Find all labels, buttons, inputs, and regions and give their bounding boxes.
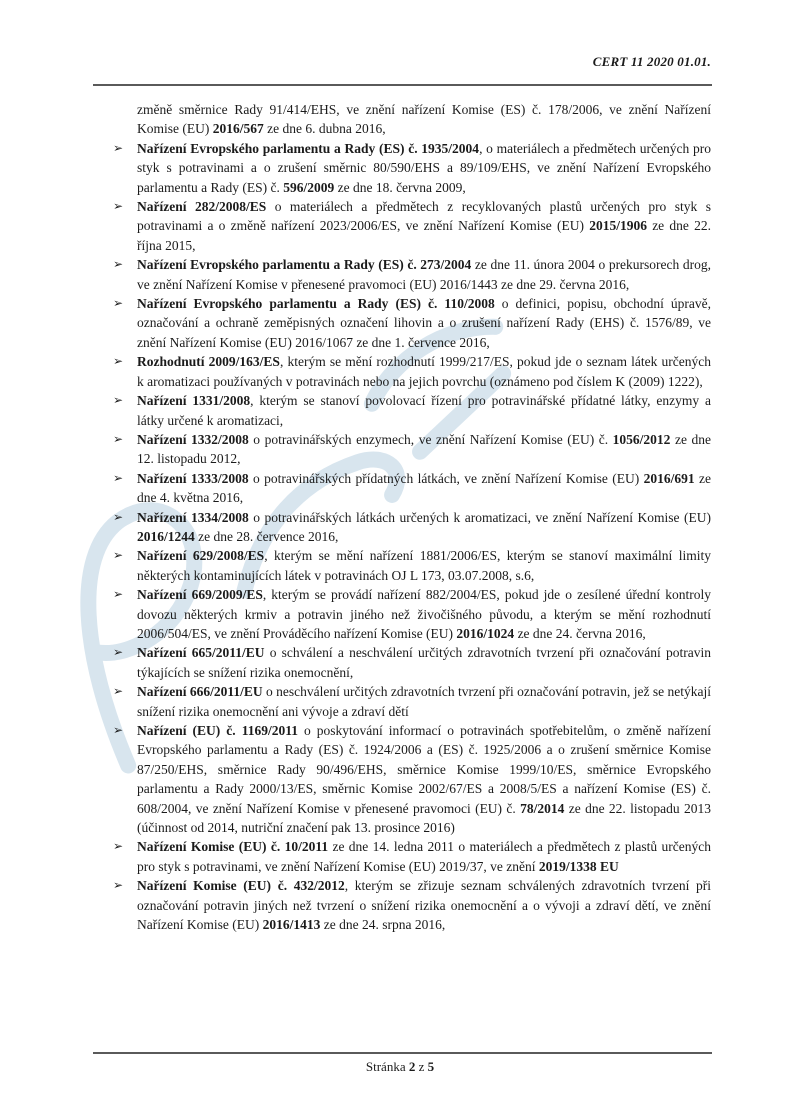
regulation-list — [95, 139, 711, 935]
arrow-bullet-icon: ➢ — [113, 354, 124, 369]
item-text: Nařízení 1332/2008 o potravinářských enzymech, ve znění Nařízení Komise (EU) č. 1056/2012 ze dne 12. listopadu 2012, — [137, 431, 711, 467]
item-text: Nařízení 1333/2008 o potravinářských přídatných látkách, ve znění Nařízení Komise (EU) 2016/691 ze dne 4. května 2016, — [137, 470, 711, 506]
item-text: Nařízení Evropského parlamentu a Rady (ES) č. 110/2008 o definici, popisu, obchodní úpravě, označování a ochraně zeměpisných označení lihovin a o zrušení nařízení Rady (EHS) č. 1576/89, ve znění Nařízení Komise (EU) 2016/1067 ze dne 1. července 2016, — [137, 296, 712, 350]
item-text: Nařízení 669/2009/ES, kterým se provádí nařízení 882/2004/ES, pokud jde o zesílené úřední kontroly dovozu některých krmiv a potravin jiného než živočišného původu, a kterým se mění rozhodnutí 2006/504/ES, ve znění Prováděcího nařízení Komise (EU) 2016/1024 ze dne 24. června 2016, — [137, 587, 711, 641]
list-item — [95, 837, 711, 876]
item-text: Nařízení Evropského parlamentu a Rady (ES) č. 1935/2004, o materiálech a předmětech určených pro styk s potravinami a o zrušení směrnic 80/590/EHS a 89/109/EHS, ve znění Nařízení Evropského parlamentu a Rady (ES) č. 596/2009 ze dne 18. června 2009, — [137, 140, 711, 195]
header-rule — [93, 84, 712, 86]
arrow-bullet-icon: ➢ — [113, 509, 124, 524]
item-text: Nařízení (EU) č. 1169/2011 o poskytování informací o potravinách spotřebitelům, o změně nařízení Evropského parlamentu a Rady (ES) č. 1924/2006 a (ES) č. 1925/2006 a o zrušení směrnice Komise 87/250/EHS, směrnice Rady 90/496/EHS, směrnice Komise 1999/10/ES, směrnice Evropského parlamentu a Rady 2000/13/ES, směrnic Komise 2002/67/ES a 2008/5/ES a nařízení Komise (ES) č. 608/2004, ve znění Nařízení Komise v přenesené pravomoci (EU) č. 78/2014 ze dne 22. listopadu 2013 (účinnost od 2014, nutriční značení pak 13. prosince 2016) — [137, 723, 711, 836]
arrow-bullet-icon: ➢ — [113, 296, 124, 311]
footer-rule — [93, 1052, 712, 1054]
list-item — [95, 352, 711, 391]
list-item — [95, 643, 711, 682]
list-item — [95, 139, 711, 197]
arrow-bullet-icon: ➢ — [113, 257, 124, 272]
arrow-bullet-icon: ➢ — [113, 199, 124, 214]
list-item — [95, 546, 711, 585]
list-item — [95, 469, 711, 508]
arrow-bullet-icon: ➢ — [113, 839, 124, 854]
document-body — [95, 100, 711, 934]
list-item — [95, 508, 711, 547]
arrow-bullet-icon: ➢ — [113, 645, 124, 660]
list-item — [95, 391, 711, 430]
page-number: Stránka 2 z 5 — [365, 1059, 435, 1074]
item-text: Nařízení 1334/2008 o potravinářských látkách určených k aromatizaci, ve znění Nařízení Komise (EU) 2016/1244 ze dne 28. července 2016, — [137, 509, 711, 544]
item-text: Nařízení Evropského parlamentu a Rady (ES) č. 273/2004 ze dne 11. února 2004 o prekursorech drog, ve znění Nařízení Komise v přenesené pravomoci (EU) 2016/1443 ze dne 29. června 2016, — [137, 257, 711, 292]
list-item — [95, 294, 711, 352]
item-text: Nařízení Komise (EU) č. 432/2012, kterým se zřizuje seznam schválených zdravotních tvrzení při označování potravin jiných než tvrzení o snížení rizika onemocnění a o vývoji a zdraví dětí, ve znění Nařízení Komise (EU) 2016/1413 ze dne 24. srpna 2016, — [137, 878, 711, 933]
list-item — [95, 682, 711, 721]
list-item — [95, 721, 711, 837]
item-text: Nařízení 665/2011/EU o schválení a neschválení určitých zdravotních tvrzení při označování potravin týkajících se snížení rizika onemocnění, — [137, 645, 711, 680]
list-item — [95, 197, 711, 255]
list-item — [95, 585, 711, 643]
arrow-bullet-icon: ➢ — [113, 470, 124, 485]
list-item — [95, 255, 711, 294]
arrow-bullet-icon: ➢ — [113, 878, 124, 893]
continuation-paragraph: změně směrnice Rady 91/414/EHS, ve znění nařízení Komise (ES) č. 178/2006, ve znění Nařízení Komise (EU) 2016/567 ze dne 6. dubna 2016, — [137, 102, 711, 137]
item-text: Nařízení 1331/2008, kterým se stanoví povolovací řízení pro potravinářské přídatné látky, enzymy a látky určené k aromatizaci, — [137, 393, 711, 428]
item-text: Rozhodnutí 2009/163/ES, kterým se mění rozhodnutí 1999/217/ES, pokud jde o seznam látek určených k aromatizaci používaných v potravinách nebo na jejich povrchu (oznámeno pod číslem K (2009) 1222), — [137, 354, 711, 389]
arrow-bullet-icon: ➢ — [113, 393, 124, 408]
arrow-bullet-icon: ➢ — [113, 140, 124, 155]
arrow-bullet-icon: ➢ — [113, 587, 124, 602]
arrow-bullet-icon: ➢ — [113, 684, 124, 699]
item-text: Nařízení 282/2008/ES o materiálech a předmětech z recyklovaných plastů určených pro styk s potravinami a o změně nařízení 2023/2006/ES, ve znění Nařízení Komise (EU) 2015/1906 ze dne 22. října 2015, — [137, 199, 712, 253]
document-reference: CERT 11 2020 01.01. — [592, 54, 711, 69]
item-text: Nařízení Komise (EU) č. 10/2011 ze dne 14. ledna 2011 o materiálech a předmětech z plastů určených pro styk s potravinami, ve znění Nařízení Komise (EU) 2019/37, ve znění 2019/1338 EU — [137, 839, 711, 874]
item-text: Nařízení 666/2011/EU o neschválení určitých zdravotních tvrzení při označování potravin, jež se netýkají snížení rizika onemocnění ani vývoje a zdraví dětí — [137, 684, 711, 719]
list-item — [95, 876, 711, 934]
list-item — [95, 430, 711, 469]
item-text: Nařízení 629/2008/ES, kterým se mění nařízení 1881/2006/ES, kterým se stanoví maximální limity některých kontaminujících látek v potravinách OJ L 173, 03.07.2008, s.6, — [137, 548, 711, 583]
arrow-bullet-icon: ➢ — [113, 548, 124, 563]
arrow-bullet-icon: ➢ — [113, 723, 124, 737]
arrow-bullet-icon: ➢ — [113, 431, 124, 446]
